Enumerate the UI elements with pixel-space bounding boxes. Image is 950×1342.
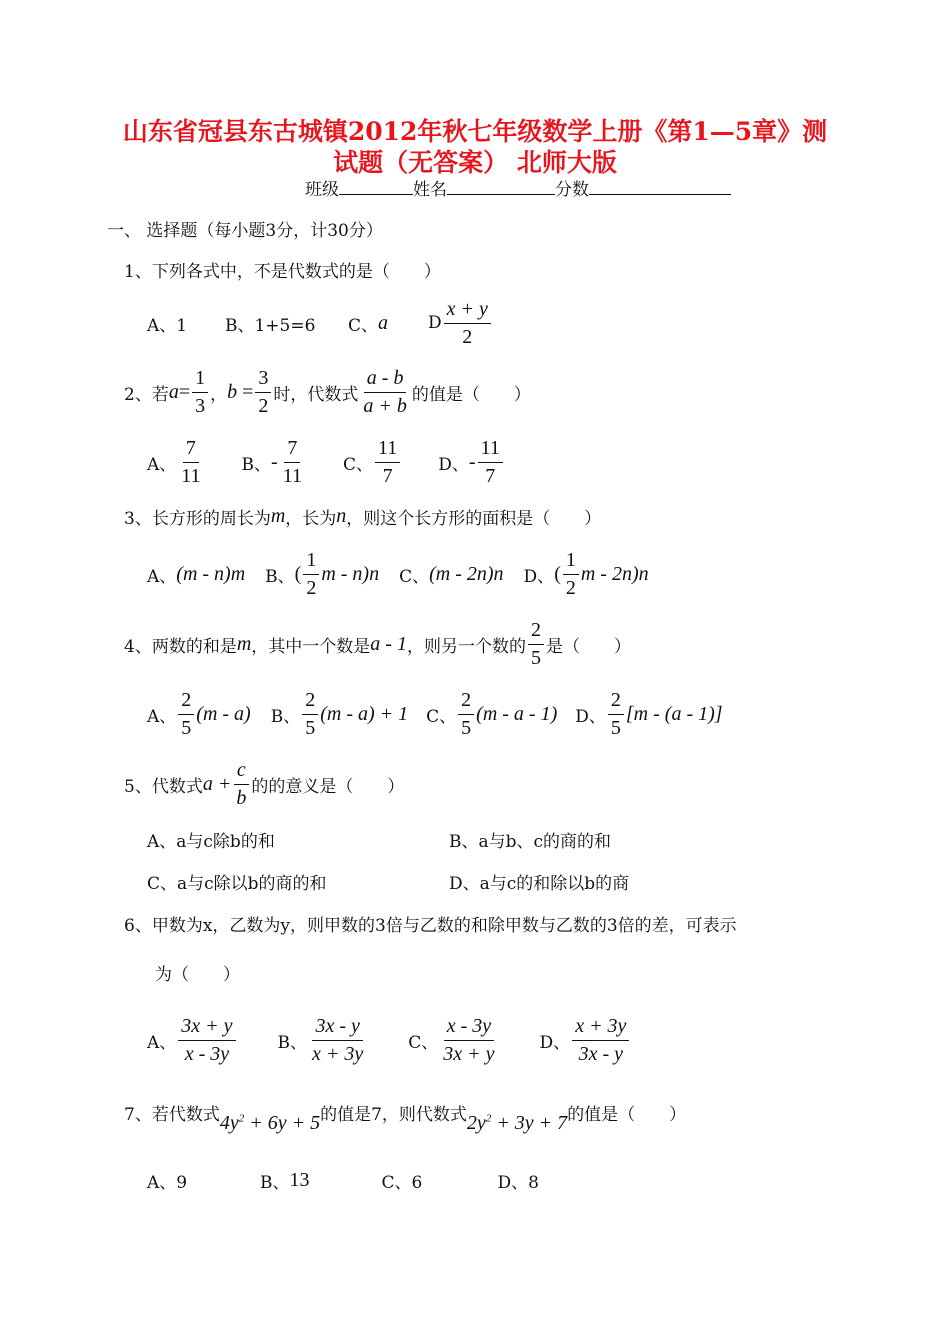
question-4-options: A、 $\frac{2}{5}$ (m - a) B、 $\frac{2}{5}$ (m - a) + 1 C、 $\frac{2}{5}$ (m - a - 1) D、 $\frac{2}{5}$ [m - (a - 1)] — [147, 688, 723, 739]
q6-option-b-fraction: $\frac{3x - y}{x + 3y}$ — [312, 1014, 364, 1065]
question-2-options: A、 $\frac{7}{11}$ B、 - $\frac{7}{11}$ C、 $\frac{11}{7}$ D、 - $\frac{11}{7}$ — [147, 435, 505, 489]
question-6-options — [147, 1012, 631, 1068]
q2-fraction-b: $\frac{3}{2}$ — [255, 366, 271, 419]
score-blank — [589, 193, 731, 195]
question-1-options — [147, 296, 493, 350]
q2-option-b-label: B、 — [241, 454, 272, 475]
q5-option-a: A、a与c除b的和 — [147, 832, 275, 852]
question-7-stem: 7、若代数式 $4y^2 + 6y + 5$ 的值是7，则代数式 $2y^2 + 3y + 7$ 的值是（ ） — [124, 1105, 687, 1134]
q6-option-b-label: B、 — [277, 1032, 308, 1053]
section-heading: 一、 选择题（每小题3分，计30分） — [107, 221, 383, 241]
q4-option-b-label: B、 — [270, 706, 301, 727]
q4-option-d-fraction: $\frac{2}{5}$ — [608, 688, 624, 741]
q3-option-c-label: C、 — [399, 566, 430, 587]
name-blank — [447, 193, 555, 195]
q2-option-a-fraction: $\frac{7}{11}$ — [181, 436, 201, 487]
q4-fraction: $\frac{2}{5}$ — [528, 618, 544, 671]
q1-option-d-label: D — [428, 313, 442, 333]
q3-option-d-label: D、 — [523, 566, 555, 587]
question-6-stem-line1: 6、甲数为x，乙数为y，则甲数的3倍与乙数的和除甲数与乙数的3倍的差，可表示 — [124, 916, 737, 936]
q7-option-d: D、8 — [497, 1173, 539, 1193]
q7-option-c: C、6 — [381, 1173, 423, 1193]
q4-option-a-label: A、 — [147, 706, 177, 727]
q6-option-a-fraction: $\frac{3x + y}{x - 3y}$ — [178, 1014, 235, 1067]
q6-option-d-label: D、 — [539, 1032, 571, 1053]
q7-expression-1: $4y^2 + 6y + 5$ — [219, 1112, 321, 1134]
question-2-stem: 2、若 a = $\frac{1}{3}$ ， b = $\frac{3}{2}$ 时，代数式 $\frac{a - b}{a + b}$ 的值是（ ） — [124, 366, 531, 417]
score-label: 分数 — [555, 180, 589, 200]
q5-option-b: B、a与b、c的商的和 — [449, 832, 612, 852]
q7-option-b-value: 13 — [289, 1169, 310, 1191]
q6-option-a-label: A、 — [147, 1032, 177, 1053]
q4-option-c-fraction: $\frac{2}{5}$ — [458, 688, 474, 741]
q3-option-c-math: (m - 2n)n — [429, 562, 504, 585]
q6-option-d-fraction: $\frac{x + 3y}{3x - y}$ — [572, 1014, 629, 1067]
student-info-line — [305, 175, 731, 200]
q3-option-a-math: (m - n)m — [176, 562, 246, 585]
q5-fraction: $\frac{c}{b}$ — [233, 758, 249, 811]
q7-option-b-label: B、 — [260, 1173, 290, 1193]
q1-option-d-fraction: $\frac{x + y}{2}$ — [444, 297, 491, 350]
q3-option-b-label: B、 — [265, 566, 295, 587]
q4-option-a-fraction: $\frac{2}{5}$ — [178, 688, 194, 741]
q1-option-a: A、1 — [147, 315, 188, 336]
question-5-stem: 5、代数式 a + $\frac{c}{b}$ 的的意义是（ ） — [124, 758, 405, 809]
document-title-line2: 试题（无答案） 北师大版 — [333, 148, 617, 177]
q5-option-c: C、a与c除以b的商的和 — [147, 874, 327, 894]
q2-option-c-fraction: $\frac{11}{7}$ — [375, 436, 400, 489]
q4-option-d-label: D、 — [575, 706, 606, 727]
q6-option-c-label: C、 — [408, 1032, 439, 1053]
q3-option-d-fraction: $\frac{1}{2}$ — [563, 548, 579, 601]
q4-option-c-label: C、 — [426, 706, 457, 727]
question-3-stem: 3、长方形的周长为 m ，长为 n ，则这个长方形的面积是（ ） — [124, 505, 602, 529]
class-blank — [339, 193, 413, 195]
q1-option-c-label: C、 — [348, 315, 379, 336]
q1-option-b: B、1+5=6 — [225, 315, 316, 336]
q7-expression-2: $2y^2 + 3y + 7$ — [466, 1112, 568, 1134]
question-4-stem: 4、两数的和是 m ，其中一个数是 a - 1 ，则另一个数的 $\frac{2}{5}$ 是（ ） — [124, 618, 631, 669]
q4-option-b-fraction: $\frac{2}{5}$ — [302, 688, 318, 741]
q2-fraction-expr: $\frac{a - b}{a + b}$ — [363, 366, 407, 417]
q2-option-a-label: A、 — [147, 454, 177, 475]
q2-option-b-fraction: $\frac{7}{11}$ — [282, 436, 302, 487]
name-label: 姓名 — [413, 180, 447, 200]
question-6-stem-line2: 为（ ） — [155, 965, 240, 985]
question-1-stem: 1、下列各式中，不是代数式的是（ ） — [124, 262, 441, 282]
question-3-options: A、 (m - n)m B、 ( $\frac{1}{2}$ m - n)n C、 (m - 2n)n D、 ( $\frac{1}{2}$ m - 2n)n — [147, 548, 649, 599]
q3-option-a-label: A、 — [147, 566, 177, 587]
document-title-line1: 山东省冠县东古城镇2012年秋七年级数学上册《第1—5章》测 — [122, 117, 828, 146]
q6-option-c-fraction: $\frac{x - 3y}{3x + y}$ — [443, 1014, 495, 1065]
q7-option-a: A、9 — [147, 1173, 188, 1193]
question-7-options — [147, 1168, 539, 1193]
q2-fraction-a: $\frac{1}{3}$ — [192, 366, 208, 419]
q5-option-d: D、a与c的和除以b的商 — [449, 874, 630, 894]
q2-option-c-label: C、 — [342, 454, 373, 475]
q3-option-b-fraction: $\frac{1}{2}$ — [303, 548, 319, 601]
q2-option-d-label: D、 — [438, 454, 469, 475]
q2-option-d-fraction: $\frac{11}{7}$ — [478, 436, 503, 489]
class-label: 班级 — [305, 180, 339, 200]
q1-option-c-math: a — [378, 311, 389, 334]
